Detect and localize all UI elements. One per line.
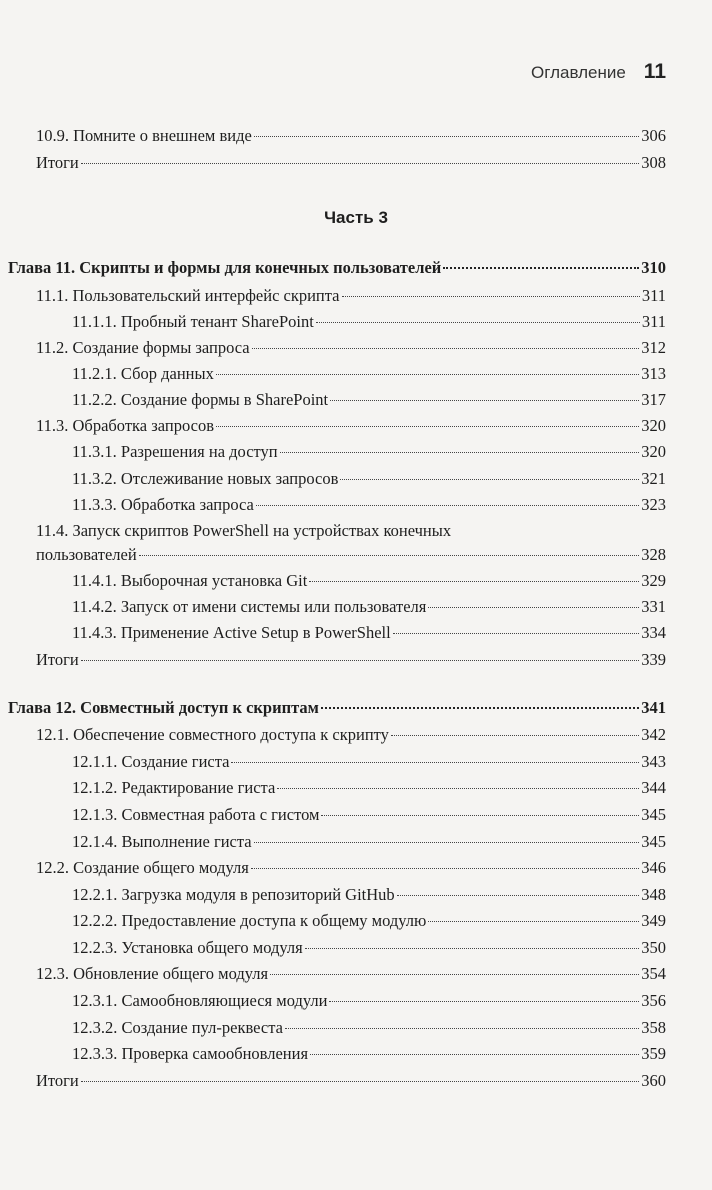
toc-entry[interactable]: 12.1.4. Выполнение гиста 345	[72, 832, 666, 851]
leader-dots	[81, 660, 639, 661]
leader-dots	[81, 1081, 639, 1082]
toc-page-number: 321	[641, 469, 666, 488]
leader-dots	[277, 788, 639, 789]
toc-page-number: 345	[641, 805, 666, 824]
leader-dots	[252, 348, 640, 349]
toc-entry[interactable]: Итоги 308	[36, 153, 666, 172]
leader-dots	[256, 505, 639, 506]
toc-page-number: 356	[641, 991, 666, 1010]
toc-page-number: 350	[641, 938, 666, 957]
toc-entry[interactable]: Итоги 339	[36, 650, 666, 669]
toc-page-number: 348	[641, 885, 666, 904]
leader-dots	[280, 452, 640, 453]
leader-dots	[285, 1028, 639, 1029]
toc-entry[interactable]: 12.2.2. Предоставление доступа к общему модулю 349	[72, 911, 666, 930]
leader-dots	[254, 136, 639, 137]
toc-entry[interactable]: 12.1.1. Создание гиста 343	[72, 752, 666, 771]
leader-dots	[231, 762, 639, 763]
toc-entry[interactable]: 11.4.2. Запуск от имени системы или пользователя 331	[72, 597, 666, 616]
part-heading: Часть 3	[324, 208, 388, 227]
leader-dots	[139, 555, 640, 556]
toc-entry[interactable]: 11.2. Создание формы запроса 312	[36, 338, 666, 357]
toc-page-number: 349	[641, 911, 666, 930]
leader-dots	[393, 633, 640, 634]
leader-dots	[305, 948, 640, 949]
toc-entry[interactable]: 11.3. Обработка запросов 320	[36, 416, 666, 435]
leader-dots	[216, 374, 639, 375]
leader-dots	[397, 895, 640, 896]
toc-page-number: 358	[641, 1018, 666, 1037]
toc-entry[interactable]: 12.1.3. Совместная работа с гистом 345	[72, 805, 666, 824]
toc-entry[interactable]: 11.4.1. Выборочная установка Git 329	[72, 571, 666, 590]
toc-entry[interactable]: 12.3.3. Проверка самообновления 359	[72, 1044, 666, 1063]
toc-page-number: 339	[641, 650, 666, 669]
toc-entry[interactable]: 12.2.3. Установка общего модуля 350	[72, 938, 666, 957]
toc-entry[interactable]: 12.3.1. Самообновляющиеся модули 356	[72, 991, 666, 1010]
toc-page-number: 317	[641, 390, 666, 409]
toc-page-number: 360	[641, 1071, 666, 1090]
toc-entry-line1[interactable]: 11.4. Запуск скриптов PowerShell на устройствах конечных	[36, 521, 452, 540]
toc-page-number: 334	[641, 623, 666, 642]
toc-entry[interactable]: 12.1.2. Редактирование гиста 344	[72, 778, 666, 797]
page-number: 11	[643, 60, 666, 83]
running-header	[531, 60, 666, 84]
toc-page-number: 306	[641, 126, 666, 145]
toc-page-number: 311	[641, 286, 666, 305]
leader-dots	[340, 479, 639, 480]
leader-dots	[251, 868, 639, 869]
leader-dots	[443, 267, 639, 269]
toc-entry[interactable]: 12.1. Обеспечение совместного доступа к скрипту 342	[36, 725, 666, 744]
toc-page-number: 354	[641, 964, 666, 983]
running-header-title: Оглавление	[531, 63, 626, 82]
leader-dots	[81, 163, 639, 164]
toc-page-number: 320	[641, 416, 666, 435]
toc-entry[interactable]: 11.4.3. Применение Active Setup в PowerShell 334	[72, 623, 666, 642]
toc-entry[interactable]: 11.3.1. Разрешения на доступ 320	[72, 442, 666, 461]
toc-chapter-11[interactable]: Глава 11. Скрипты и формы для конечных пользователей 310	[8, 258, 666, 277]
toc-page-number: 312	[641, 338, 666, 357]
toc-page-number: 308	[641, 153, 666, 172]
toc-entry[interactable]: 11.3.2. Отслеживание новых запросов 321	[72, 469, 666, 488]
leader-dots	[270, 974, 639, 975]
leader-dots	[310, 1054, 639, 1055]
toc-page-number: 342	[641, 725, 666, 744]
leader-dots	[254, 842, 640, 843]
leader-dots	[391, 735, 639, 736]
leader-dots	[316, 322, 640, 323]
leader-dots	[216, 426, 639, 427]
toc-page-number: 341	[641, 698, 666, 717]
toc-page-number: 313	[641, 364, 666, 383]
toc-entry[interactable]: 12.3. Обновление общего модуля 354	[36, 964, 666, 983]
toc-page-number: 311	[641, 312, 666, 331]
toc-entry[interactable]: 11.3.3. Обработка запроса 323	[72, 495, 666, 514]
leader-dots	[309, 581, 639, 582]
toc-page-number: 344	[641, 778, 666, 797]
toc-entry[interactable]: пользователей 328	[36, 545, 666, 564]
toc-page-number: 346	[641, 858, 666, 877]
toc-entry[interactable]: 11.1. Пользовательский интерфейс скрипта 311	[36, 286, 666, 305]
toc-entry[interactable]: 11.2.2. Создание формы в SharePoint 317	[72, 390, 666, 409]
toc-entry[interactable]: 12.3.2. Создание пул-реквеста 358	[72, 1018, 666, 1037]
toc-entry[interactable]: 12.2.1. Загрузка модуля в репозиторий GitHub 348	[72, 885, 666, 904]
toc-page-number: 328	[641, 545, 666, 564]
leader-dots	[321, 815, 639, 816]
toc-entry[interactable]: 10.9. Помните о внешнем виде 306	[36, 126, 666, 145]
toc-page-number: 329	[641, 571, 666, 590]
leader-dots	[428, 921, 639, 922]
toc-entry[interactable]: 11.1.1. Пробный тенант SharePoint 311	[72, 312, 666, 331]
toc-chapter-12[interactable]: Глава 12. Совместный доступ к скриптам 341	[8, 698, 666, 717]
toc-page-number: 343	[641, 752, 666, 771]
toc-entry[interactable]: Итоги 360	[36, 1071, 666, 1090]
toc-page-number: 323	[641, 495, 666, 514]
toc-entry[interactable]: 11.2.1. Сбор данных 313	[72, 364, 666, 383]
leader-dots	[342, 296, 640, 297]
toc-page-number: 359	[641, 1044, 666, 1063]
toc-page-number: 310	[641, 258, 666, 277]
toc-entry[interactable]: 12.2. Создание общего модуля 346	[36, 858, 666, 877]
leader-dots	[428, 607, 639, 608]
leader-dots	[321, 707, 639, 709]
toc-page-number: 345	[641, 832, 666, 851]
leader-dots	[329, 1001, 639, 1002]
toc-page-number: 320	[641, 442, 666, 461]
toc-page-number: 331	[641, 597, 666, 616]
leader-dots	[330, 400, 639, 401]
